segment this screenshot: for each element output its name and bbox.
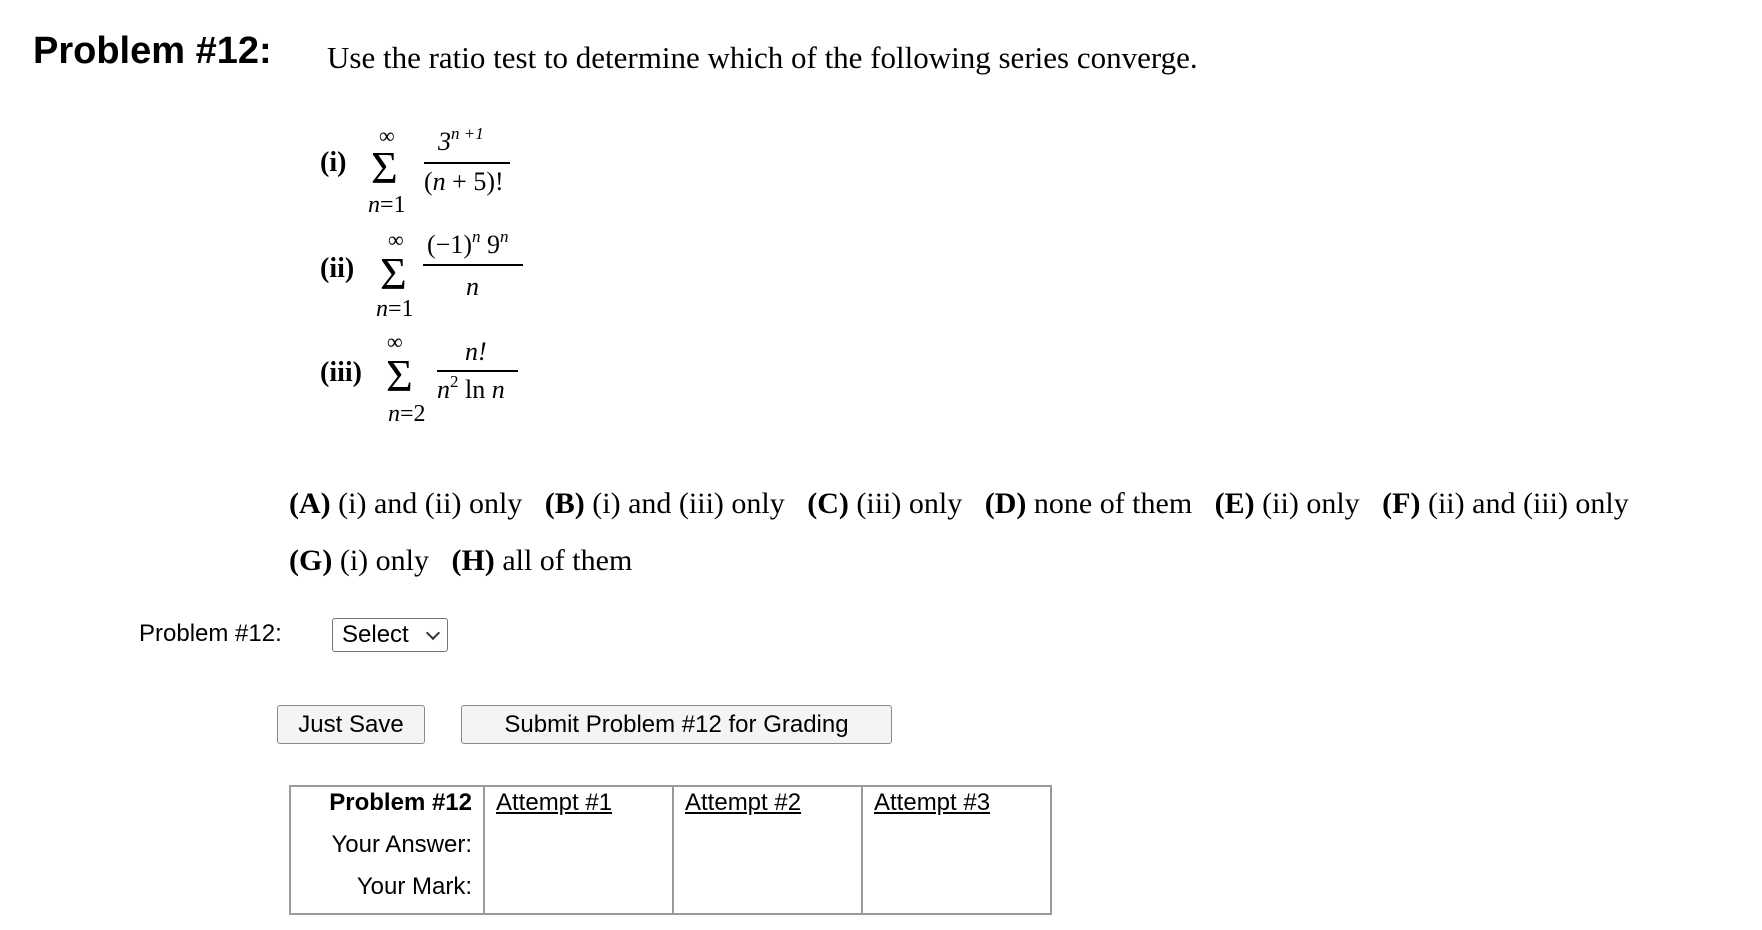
mark-cell: [673, 871, 862, 914]
attempt-1-header: [484, 786, 673, 829]
choices-line-1: [289, 487, 1629, 521]
attempt-2-link[interactable]: Attempt #2: [685, 789, 802, 816]
table-header: Problem #12: [329, 789, 472, 816]
answer-cell: [484, 829, 673, 871]
sigma-symbol: Σ: [371, 142, 398, 193]
fraction-bar: [424, 162, 510, 164]
answer-cell: [862, 829, 1051, 871]
series-label: (iii): [320, 357, 362, 388]
select-value: Select: [342, 621, 409, 648]
series-label: (ii): [320, 253, 355, 284]
chevron-down-icon: [426, 626, 440, 640]
fraction-denominator: $n^2$ ln n: [437, 372, 505, 404]
your-answer-label: Your Answer:: [331, 831, 472, 858]
attempt-3-header: [862, 786, 1051, 829]
your-mark-label: Your Mark:: [356, 873, 472, 900]
fraction-numerator: $3^{n +1}$: [438, 124, 484, 156]
series-upper-limit: ∞: [387, 329, 403, 354]
just-save-button[interactable]: Just Save: [277, 705, 425, 744]
series-upper-limit: ∞: [388, 227, 404, 252]
answer-cell: [673, 829, 862, 871]
choice-e: (E) (ii) only: [1214, 487, 1360, 520]
choice-f: (F) (ii) and (iii) only: [1382, 487, 1629, 520]
series-upper-limit: ∞: [379, 123, 395, 148]
attempts-table: [289, 785, 1052, 915]
choice-a: (A) (i) and (ii) only: [289, 487, 523, 520]
table-row: [290, 829, 1051, 871]
fraction-numerator: $(-1)^n$ 9$^n$: [427, 227, 509, 259]
table-row: [290, 871, 1051, 914]
attempt-3-link[interactable]: Attempt #3: [874, 789, 991, 816]
fraction-denominator: n: [466, 272, 479, 301]
fraction-numerator: n!: [465, 337, 487, 366]
attempt-2-header: [673, 786, 862, 829]
answer-label: Problem #12:: [139, 620, 282, 647]
choice-h: (H) all of them: [451, 544, 633, 577]
sigma-symbol: Σ: [386, 350, 413, 401]
sigma-symbol: Σ: [380, 248, 407, 299]
fraction-denominator: (n + 5)!: [424, 167, 504, 196]
mark-cell: [862, 871, 1051, 914]
problem-instruction: Use the ratio test to determine which of the following series converge.: [327, 40, 1198, 75]
choice-b: (B) (i) and (iii) only: [544, 487, 785, 520]
series-label: (i): [320, 147, 347, 178]
series-lower-limit: n=1: [376, 296, 414, 322]
choice-c: (C) (iii) only: [807, 487, 963, 520]
choice-d: (D) none of them: [984, 487, 1193, 520]
choices-line-2: [289, 544, 632, 578]
problem-title: Problem #12:: [33, 30, 272, 72]
fraction-bar: [423, 264, 523, 266]
answer-select[interactable]: [332, 618, 448, 652]
mark-cell: [484, 871, 673, 914]
attempt-1-link[interactable]: Attempt #1: [496, 789, 613, 816]
submit-button[interactable]: Submit Problem #12 for Grading: [461, 705, 892, 744]
table-row: [290, 786, 1051, 829]
series-lower-limit: n=2: [388, 401, 426, 427]
series-lower-limit: n=1: [368, 192, 406, 218]
choice-g: (G) (i) only: [289, 544, 429, 577]
